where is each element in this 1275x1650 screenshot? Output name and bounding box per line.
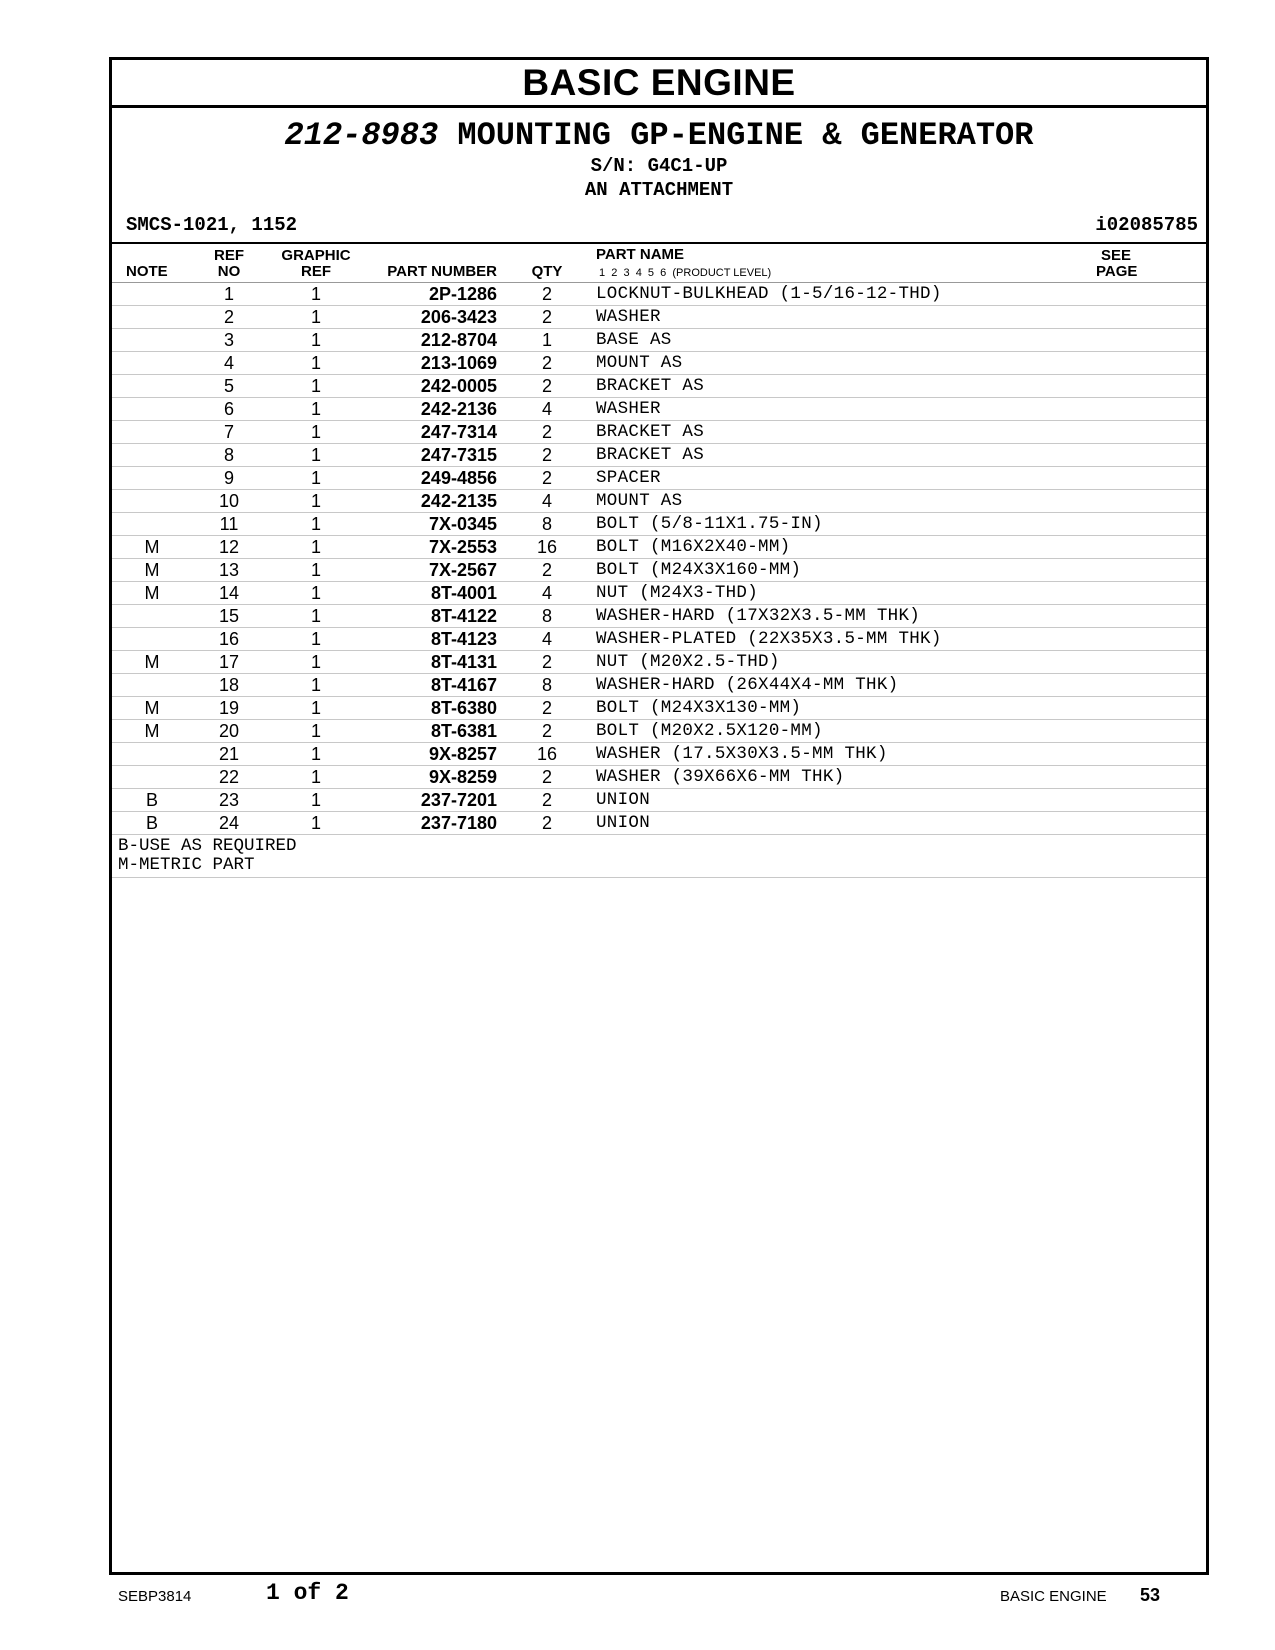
part-number: 7X-2567 [428,560,497,580]
part-name: WASHER [596,307,661,327]
part-graphic-ref: 1 [310,468,321,488]
part-graphic-ref: 1 [310,491,321,511]
part-ref-no: 4 [223,353,234,373]
part-qty: 16 [536,537,558,557]
part-graphic-ref: 1 [310,307,321,327]
parts-list [112,283,1206,835]
part-ref-no: 8 [223,445,234,465]
info-id: i02085785 [1095,214,1198,236]
column-headers [112,244,1206,283]
part-note: M [144,537,160,557]
part-ref-no: 11 [219,514,239,534]
part-ref-no: 21 [218,744,240,764]
part-ref-no: 6 [223,399,234,419]
group-title [112,118,1206,154]
part-number: 2P-1286 [428,284,497,304]
table-row [112,490,1206,513]
part-graphic-ref: 1 [310,353,321,373]
part-ref-no: 3 [223,330,234,350]
part-number: 9X-8259 [428,767,497,787]
part-name: WASHER (39X66X6-MM THK) [596,767,845,787]
part-name: BRACKET AS [596,376,705,396]
col-see-top: SEE [1100,247,1131,264]
part-ref-no: 19 [218,698,240,718]
part-qty: 2 [541,445,552,465]
part-number: 213-1069 [420,353,497,373]
part-note: B [145,790,158,810]
part-number: 7X-0345 [428,514,497,534]
part-ref-no: 16 [218,629,240,649]
part-note: M [144,583,160,603]
part-ref-no: 1 [223,284,234,304]
table-row [112,444,1206,467]
col-graphic-bottom: REF [301,263,331,280]
part-number: 8T-4131 [430,652,497,672]
part-graphic-ref: 1 [310,560,321,580]
col-part-number: PART NUMBER [387,263,497,280]
part-name: WASHER [596,399,661,419]
part-graphic-ref: 1 [310,767,321,787]
table-row [112,605,1206,628]
part-graphic-ref: 1 [310,422,321,442]
part-name: NUT (M20X2.5-THD) [596,652,780,672]
part-ref-no: 12 [218,537,240,557]
col-note: NOTE [126,263,168,280]
part-name: BOLT (M24X3X160-MM) [596,560,802,580]
part-number: 237-7180 [420,813,497,833]
part-name: WASHER-HARD (26X44X4-MM THK) [596,675,899,695]
part-qty: 2 [541,468,552,488]
part-number: 8T-4123 [430,629,497,649]
part-number: 206-3423 [420,307,497,327]
table-row [112,697,1206,720]
part-ref-no: 17 [218,652,240,672]
footer-page-number: 53 [1140,1585,1161,1605]
part-ref-no: 22 [218,767,240,787]
part-qty: 4 [541,491,552,511]
part-qty: 2 [541,767,552,787]
part-number: 212-8704 [420,330,497,350]
part-ref-no: 23 [218,790,240,810]
part-name: LOCKNUT-BULKHEAD (1-5/16-12-THD) [596,284,942,304]
part-qty: 2 [541,284,552,304]
table-row [112,329,1206,352]
part-graphic-ref: 1 [310,514,321,534]
part-graphic-ref: 1 [310,284,321,304]
part-number: 247-7315 [420,445,497,465]
part-qty: 1 [541,330,552,350]
table-row [112,352,1206,375]
part-number: 237-7201 [420,790,497,810]
part-qty: 2 [541,721,552,741]
part-ref-no: 9 [223,468,234,488]
part-ref-no: 24 [218,813,240,833]
part-number: 247-7314 [420,422,497,442]
part-graphic-ref: 1 [310,721,321,741]
part-number: 7X-2553 [428,537,497,557]
part-graphic-ref: 1 [310,813,321,833]
part-graphic-ref: 1 [310,606,321,626]
part-note: M [144,652,160,672]
part-name: BOLT (M16X2X40-MM) [596,537,791,557]
part-ref-no: 2 [223,307,234,327]
table-row [112,628,1206,651]
footer-doc-id: SEBP3814 [118,1588,192,1605]
part-qty: 2 [541,353,552,373]
part-graphic-ref: 1 [310,330,321,350]
part-note: M [144,721,160,741]
footer-page-of: 1 of 2 [266,1580,349,1606]
part-number: 8T-4167 [430,675,497,695]
part-qty: 4 [541,399,552,419]
part-number: 8T-4122 [430,606,497,626]
note-line: M-METRIC PART [118,855,255,875]
part-name: SPACER [596,468,661,488]
part-qty: 8 [541,606,552,626]
part-name: BRACKET AS [596,445,705,465]
part-graphic-ref: 1 [310,698,321,718]
part-qty: 4 [541,583,552,603]
part-qty: 2 [541,813,552,833]
table-row [112,513,1206,536]
table-row [112,375,1206,398]
part-qty: 2 [541,376,552,396]
part-qty: 2 [541,560,552,580]
part-graphic-ref: 1 [310,583,321,603]
part-qty: 8 [541,514,552,534]
part-name: MOUNT AS [596,353,683,373]
part-number: 242-0005 [420,376,497,396]
part-qty: 16 [536,744,558,764]
part-name: UNION [596,813,651,833]
table-row [112,674,1206,697]
group-type: AN ATTACHMENT [584,179,734,201]
part-name: BOLT (M24X3X130-MM) [596,698,802,718]
col-ref-top: REF [214,247,244,264]
part-number: 8T-4001 [430,583,497,603]
part-graphic-ref: 1 [310,399,321,419]
table-row [112,536,1206,559]
part-ref-no: 13 [218,560,240,580]
note-line: B-USE AS REQUIRED [118,836,297,856]
part-ref-no: 14 [218,583,240,603]
part-qty: 2 [541,422,552,442]
part-qty: 2 [541,790,552,810]
part-ref-no: 5 [223,376,234,396]
table-row [112,467,1206,490]
col-graphic-top: GRAPHIC [281,247,351,264]
part-number: 242-2136 [420,399,497,419]
table-row [112,789,1206,812]
table-row [112,651,1206,674]
footer-section: BASIC ENGINE [1000,1588,1107,1605]
part-graphic-ref: 1 [310,445,321,465]
table-row [112,812,1206,835]
part-graphic-ref: 1 [310,629,321,649]
group-part-number: 212-8983 [284,117,439,154]
section-title: BASIC ENGINE [112,60,1206,108]
col-part-name: PART NAME [596,246,685,263]
part-graphic-ref: 1 [310,675,321,695]
part-number: 249-4856 [420,468,497,488]
part-name: BASE AS [596,330,672,350]
col-see-bottom: PAGE [1096,263,1138,280]
table-row [112,421,1206,444]
table-row [112,306,1206,329]
part-qty: 2 [541,698,552,718]
part-ref-no: 10 [218,491,240,511]
table-row [112,582,1206,605]
part-name: WASHER-PLATED (22X35X3.5-MM THK) [596,629,942,649]
part-number: 8T-6381 [430,721,497,741]
part-note: B [145,813,158,833]
group-name: MOUNTING GP-ENGINE & GENERATOR [457,117,1034,154]
part-graphic-ref: 1 [310,376,321,396]
col-product-level: 1 2 3 4 5 6 (PRODUCT LEVEL) [599,267,772,279]
part-qty: 8 [541,675,552,695]
part-number: 9X-8257 [428,744,497,764]
part-graphic-ref: 1 [310,652,321,672]
part-number: 8T-6380 [430,698,497,718]
table-row [112,398,1206,421]
part-qty: 2 [541,307,552,327]
part-graphic-ref: 1 [310,790,321,810]
table-row [112,743,1206,766]
serial-number: S/N: G4C1-UP [590,155,728,177]
table-row [112,559,1206,582]
part-name: NUT (M24X3-THD) [596,583,759,603]
part-name: BRACKET AS [596,422,705,442]
part-name: BOLT (5/8-11X1.75-IN) [596,514,823,534]
smcs-row [112,212,1206,244]
col-qty: QTY [531,263,563,280]
col-ref-bottom: NO [217,263,241,280]
part-ref-no: 18 [218,675,240,695]
part-note: M [144,698,160,718]
part-ref-no: 20 [218,721,240,741]
part-ref-no: 15 [218,606,240,626]
parts-page-frame [109,57,1209,1575]
smcs-code: SMCS-1021, 1152 [126,214,298,236]
part-number: 242-2135 [420,491,497,511]
part-qty: 4 [541,629,552,649]
part-graphic-ref: 1 [310,744,321,764]
part-ref-no: 7 [223,422,234,442]
table-row [112,283,1206,306]
part-name: MOUNT AS [596,491,683,511]
page-footer [0,1577,1275,1617]
part-name: WASHER (17.5X30X3.5-MM THK) [596,744,888,764]
notes-block [112,835,1206,878]
table-row [112,720,1206,743]
table-row [112,766,1206,789]
part-graphic-ref: 1 [310,537,321,557]
part-name: WASHER-HARD (17X32X3.5-MM THK) [596,606,921,626]
part-note: M [144,560,160,580]
part-name: BOLT (M20X2.5X120-MM) [596,721,823,741]
part-qty: 2 [541,652,552,672]
part-name: UNION [596,790,651,810]
